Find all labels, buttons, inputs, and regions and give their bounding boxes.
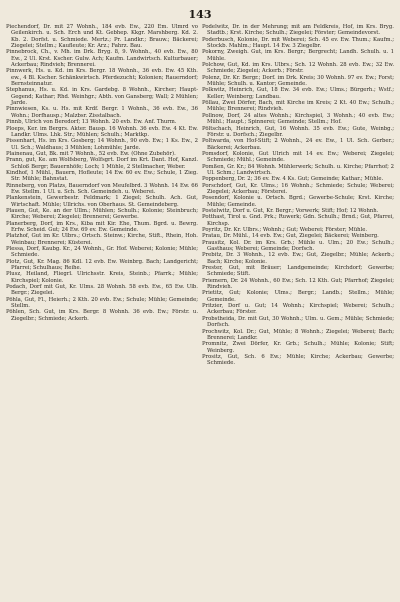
entry-paragraph: Plauen, Gut, Ke. an der Ullm.; Mühlen; Schulh.; Kolonie; Steinbruch; Kirche; Weberei; Ziegelei; Brennerei; Gewerbe. bbox=[6, 207, 198, 221]
entry-paragraph: Piechendorf, Dr. mit 27 Wohnh., 184 evb. Ew., 220 Em. Ulmrd vo Geilenkirch. u. Sch. Erch und Kt. Gebhep. Kkgr. Marshberg. Kd. 2. Kb. 2. Dorfst. u. Schmiede. Mertz.; Pr. Landkr.; Brauw.; Bäckerei; Ziegelei; Stellm.; Kaufleute; Kr. Arz.; Fahrz. Bau. bbox=[6, 24, 198, 50]
entry-paragraph: Rinneberg, von Platzs, Bauerndorf von Meufelbrd. 3 Wohnh. 14 Ew. 66 Ew. Stellm. 1 Ul. u. Sch. Sch. Gemeindeh. u. Weberei. bbox=[6, 182, 198, 195]
entry-paragraph: Planerberg, Dorf, im Krs., Kiba mit Kir. Ehe, Thum. Bgrd. u. Bewrg. Erfw. Scheid. Gut; 24 Ew. 69 ev. Ew. Gemeinde. bbox=[6, 220, 198, 233]
entry-paragraph: Pinnebrock, Ch., v. Mh. im Drk. Bryg. 8, 9. Wohnh., 40 evb. Ew., 80 Ew., 2 Ul. Krst. Kscher. Gulw. Ach; Kaufm. Landwirtsch. Kulturbauer; Ackerbau; Rindvieh; Brennerei. bbox=[6, 49, 198, 69]
entry-paragraph: Polchow, Gut, Kd. im Krs. Ulbrs.; Sch. 12 Wohnh. 28 evb. Ew.; 32 Ew. Schmiede; Ziegelei; Ackerb.; Förstr. bbox=[202, 62, 394, 75]
entry-paragraph: Prebitz, Dr. 3 Wohnh., 12 evb. Ew.; Gut, Ziegelbr.; Mühle; Ackerb.; Bach; Kirche; Kolonie. bbox=[202, 252, 394, 265]
entry-paragraph: Probstheida, Dr. mit Gut, 30 Wohnh.; Ulm. u. Gem.; Mühle; Schmiede; Dorfsch. bbox=[202, 315, 394, 329]
entry-paragraph: Prietitz, Gut; Kolonie; Ulms.; Bergr.; Landb.; Stellm.; Mühle; Gemeinde. bbox=[202, 290, 394, 303]
entry-paragraph: Polkwitz, Heinrich, Gut, 18 Ew. 34 evb. Ew.; Ulms.; Bürgerh.; Wstf.; Keller; Weinberg; Landbau. bbox=[202, 87, 394, 100]
entry-paragraph: Plainenau, Gut, Bk. mit 7 Wohnh., 52 evb. Ew. (Ohne Zubehör). bbox=[6, 150, 176, 157]
left-column bbox=[6, 24, 198, 602]
entry-paragraph: Platzhof, Gut im Kr. Ulbrs.; Ortsch. Steinw.; Kirche, Stift., Rhein, Hoh. Weinbau; Brennerei; Küsterei. bbox=[6, 233, 198, 246]
entry-paragraph: Ploeps, Ker. im Bergrs. Akter. Bausp. 16 Wohnh. 36 evb. Ew. 4 Kt. Ew. Landkr. Ulms. Lhk. Str.; Mühlen; Schulh.; Marktkp. bbox=[6, 125, 198, 138]
entry-paragraph: Pritzier, Dorf u. Gut; 14 Wohnh.; Kirchspiel; Weberei; Schulh.; Ackerbau; Förster. bbox=[202, 303, 394, 316]
entry-paragraph: Porschdorf, Gut, Kr. Ulms.; 16 Wohnh.; Schmiede; Schule; Weberei; Ziegelei; Ackerbau; Försterei. bbox=[202, 182, 394, 195]
entry-paragraph: Pinnb, Ulrich von Beredorf; 13 Wohnh. 20 evb. Ew. Anf. Thurm. bbox=[6, 119, 177, 126]
entry-paragraph: Priemern, Dr. 24 Wohnh., 60 Ew.; Sch. 12 Kth. Gut; Pfarrhof; Ziegelei; Rindvieh. bbox=[202, 277, 394, 291]
entry-paragraph: Prositz, Gut, Sch. 6 Ew.; Mühle; Kirche; Ackerbau; Gewerbe; Schmiede. bbox=[202, 353, 394, 367]
entry-paragraph: Poppenberg, Dr. 2; 36 ev. Ew. 4 Ks. Gut; Gemeinde; Kathar.; Mühle. bbox=[202, 176, 384, 183]
entry-paragraph: Plusz, Heiland, Fliegrl. Ulrichsstr. Kreis, Steinb.; Pfarrk.; Mühle; Kirchspiel; Kolonie. bbox=[6, 271, 198, 284]
entry-paragraph: Potthast, Tirol u. Gnd. Prk.; Ruwerk; Gdn. Schulh.; Brnd.; Gut, Pfarrei, Kirchsp. bbox=[202, 214, 394, 227]
entry-paragraph: Pratau, Dr. Mühl., 14 evb. Ew.; Gut, Ziegelei; Bäckerei; Weinberg. bbox=[202, 233, 379, 240]
entry-paragraph: Pinnwiesen, Ks. u. Hs. mit Krdf. Bergr. 1 Wohnh., 36 evb. Ew., 36 Wohn.; Dorfhausp.; Malzbsr. Zisstalbach. bbox=[6, 106, 198, 119]
text-columns bbox=[6, 24, 394, 602]
entry-paragraph: Kindhof, 1 Mühl., Bauern, Hofleute; 14 Ew. 60 ev. Ew.; Schule, 1 Zieg. Str. Mühle; Bahnstat. bbox=[6, 169, 198, 183]
entry-paragraph: Plankenstein, Gewerbestr. Feldmark; 1 Ziegel; Schulh. Ach. Gut, Wirtschaft. Mühle; Ullrichs. von Oberhaus. St. Gemeindeberg. bbox=[6, 195, 198, 208]
entry-paragraph: Poderbusch, Kolonie, Dr. mit Weberei; Sch. 45 ev. Ew. Thum.; Kaufm.; Stockb. Mahlm.; Haupt. 14 Ew. 3 Ziegelbr. bbox=[202, 36, 394, 50]
entry-paragraph: Postelwitz, Dorf u. Gut, Kr. Bergr.; Vorwerk; Stift; Hof; 12 Wohnh. bbox=[202, 207, 379, 214]
entry-paragraph: Pöllau, Zwei Dörfer, Bach, mit Kirche im Kreis; 2 Kt. 40 Ew.; Schulh.; Mühle; Brennerei; Rindvieh. bbox=[202, 100, 394, 113]
entry-paragraph: Pöhla, Gut, Fl., Heierh.; 2 Kth. 20 evb. Ew.; Schule; Mühle; Gemeinde; Stellm. bbox=[6, 296, 198, 310]
entry-paragraph: Pissenhart, Hs. im Krs. Gosberg; 14 Wohnh., 90 evb. Ew.; 1 Ks. Ew., 2 Ul. Sch.; Waldhaus; 3 Mühlen; Lohmühle; Jarde. bbox=[6, 138, 198, 151]
entry-paragraph: Polenz, Dr. Kr. Bergr.; Dorf. im Drk. Kreis; 30 Wohnh. 97 ev. Ew.; Forst; Mühle; Schulh. u. Kantor; Gemeinde. bbox=[202, 74, 394, 88]
entry-paragraph: Pinnwerk, Hs. u. Kd. im Krs. Bergr. 18 Wohnh., 36 evb. Ew. 45 Kth. ew., 4 Bl. Kscher. Schänkwirtsch. Pferdezucht; Kolonien; Rauerndorf; Bernsteinnatur. bbox=[6, 68, 198, 88]
entry-paragraph: Pollnow, Dorf, 24 altes Wohnh.; Kirchspiel, 3 Wohnh.; 40 evb. Ew.; Mühl.; Haupt.; Spinnerei; Gemeinde; Stellm.; Hof. bbox=[202, 112, 394, 126]
entry-paragraph: Posendorf, Kolonie u. Ortsch. Bgrd.; Gewerbe-Schule; Krst. Kirche; Mühle; Gemeinde. bbox=[202, 195, 394, 208]
page-number: 143 bbox=[188, 8, 212, 21]
entry-paragraph: Plessa, Dorf, Kaubg. Kr., 24 Wohnh., Gr. Hof. Weberei; Kolonie; Mühle; Schmiede. bbox=[6, 246, 198, 259]
entry-paragraph: Pomßen, Gr. Kr.; 84 Wohnh. Mühlerwerk; Schulh. u. Kirche; Pfarrhof; 2 Ul. Schm.; Landwirtsch. bbox=[202, 163, 394, 176]
entry-paragraph: Podach, Dorf mit Gut, Kr. Ulms. 28 Wohnh. 58 evb. Ew., 65 Ew. Ulb. Bergr.; Ziegelei. bbox=[6, 284, 198, 297]
entry-paragraph: Podelwitz, Dr. in der Mehrung; mit am Feldkreis, Hof, im Krs. Bryg. Stadtb.; Krst. Kirche; Schulh.; Ziegelei; Förster; Gemeindevorst. bbox=[202, 24, 394, 37]
entry-paragraph: Prausitz, Kol. Dr. im Krs. Grb.; Mühle u. Ulm.; 20 Ew.; Schulh.; Gasthaus; Weberei; Gemeinde; Dorfsch. bbox=[202, 239, 394, 253]
entry-paragraph: Prester, Gut, mit Bräuer; Landgemeinde; Kirchdorf; Gewerbe; Schmiede; Stift. bbox=[202, 265, 394, 278]
entry-paragraph: Prann, gut, Ke. am Wolfsberg, Wolfsgrt. Dorf im Krt. Dant. Hof, Kanzl. Schloß Bergr; Bauernhöfe; Loch; 1 Mühle, 2 Stellmacher, Weber. bbox=[6, 157, 198, 170]
entry-paragraph: Poyritz, Dr. Kr. Ulbrs.; Wohnh.; Gut; Weberei; Förster; Mühle. bbox=[202, 227, 368, 233]
entry-paragraph: Pokorny, Zweigh. Gut, im Krs. Bergr.; Bergrecht; Landh. Schulh. u. 1 Mühle. bbox=[202, 49, 394, 62]
entry-paragraph: Poltwarda, von Hof-Stift; 2 Wohnh., 24 ev. Ew., 1 Ul. Sch. Gerber.; Bäckerei; Ackerbau. bbox=[202, 138, 394, 151]
entry-paragraph: Prochwitz, Kol. Dr.; Gut, Mühle; 8 Wohnh.; Ziegelei; Weberei; Bach; Brennerei; Landkr. bbox=[202, 328, 394, 341]
entry-paragraph: Promnitz, Zwei Dörfer, Kr. Grb.; Schulh.; Mühle; Kolonie; Stift; Weinberg. bbox=[202, 341, 394, 354]
entry-paragraph: Plotz, Gut, Kr. Mag. 86 Kdl. 12 evb. Ew. Weinbrg. Bach; Landgericht; Pfarrei; Schulhaus; Reihe. bbox=[6, 258, 198, 272]
right-column bbox=[202, 24, 394, 602]
entry-paragraph: Pöhlen, Sch. Gut, im Krs. Bergr. 8 Wohnh. 36 evb. Ew.; Förstr. u. Ziegelbr.; Schmiede; Ackerb. bbox=[6, 309, 198, 322]
entry-paragraph: Stephanus, Hs. u. Kd. in Krs. Gardebg. 8 Wohnh., Kircher; Haupt-Gegend; Kathar; Rhd. Weinhgr.; Abth. von Gansberg; Wall; 2 Mühlen; Jarde. bbox=[6, 87, 198, 107]
entry-paragraph: Pöltschach, Heinrich, Gut, 16 Wohnh. 35 evb. Ew.; Gute, Weinbg.; Förstr. u. Dorfsch.; Ziegelbr. bbox=[202, 125, 394, 138]
entry-paragraph: Pomsdorf, Kolonie, Gut Ulrich mit 14 ev. Ew.; Weberei; Ziegelei; Schmiede; Mühl.; Gemeinde. bbox=[202, 150, 394, 164]
